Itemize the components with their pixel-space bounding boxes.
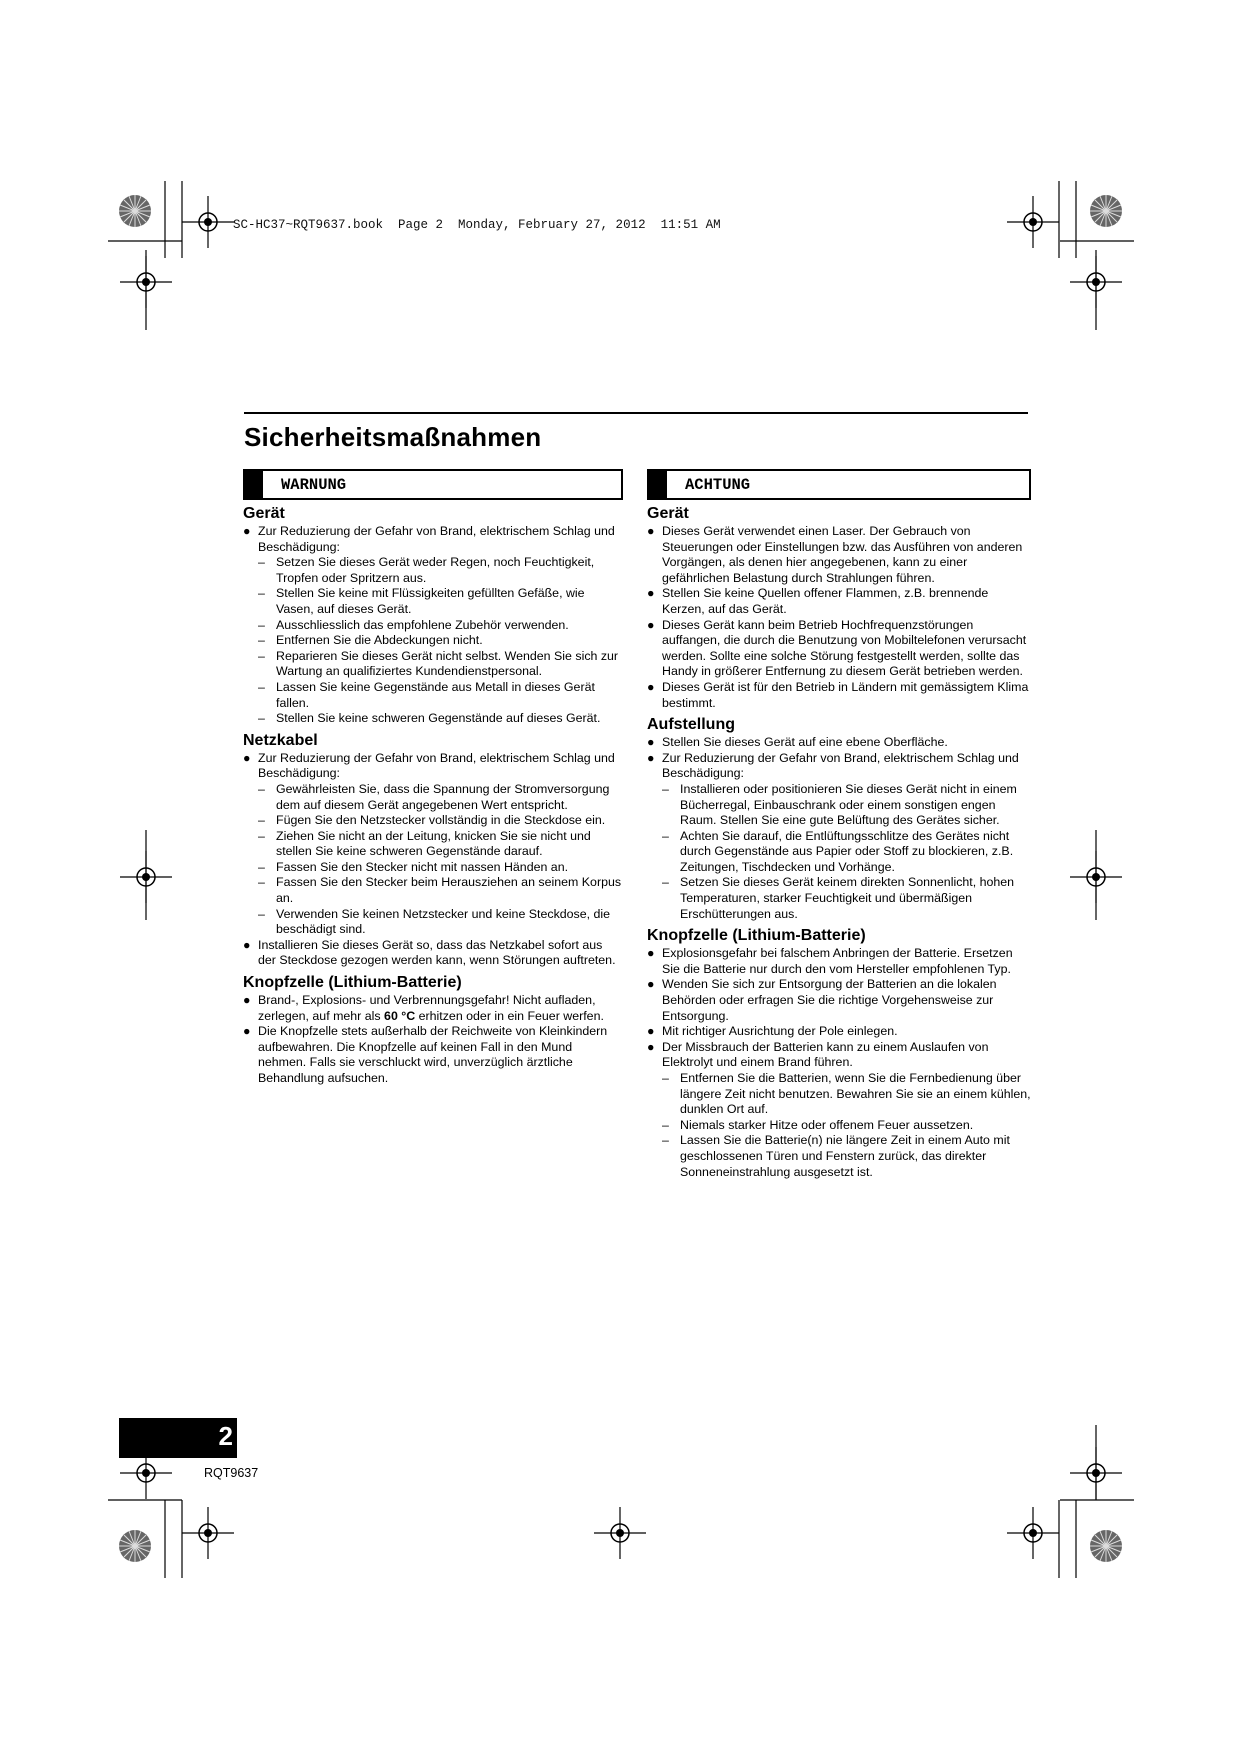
section-heading: Knopfzelle (Lithium-Batterie)	[243, 974, 462, 992]
dash-icon: –	[258, 555, 265, 570]
dash-item	[258, 633, 623, 649]
bullet-text: Zur Reduzierung der Gefahr von Brand, elektrischem Schlag und Beschädigung:	[662, 750, 1019, 781]
caution-header-box	[647, 469, 1031, 500]
dash-item	[258, 586, 623, 617]
dash-text: Stellen Sie keine mit Flüssigkeiten gefüllten Gefäße, wie Vasen, auf dieses Gerät.	[276, 586, 585, 616]
bullet-text: Wenden Sie sich zur Entsorgung der Batterien an die lokalen Behörden oder erfragen Sie die richtige Vorgehensweise zur Entsorgung.	[662, 977, 997, 1023]
document-code: RQT9637	[204, 1466, 259, 1480]
dash-list	[662, 782, 1031, 922]
dash-text: Fassen Sie den Stecker beim Herausziehen an seinem Korpus an.	[276, 875, 622, 906]
bullet-text: Dieses Gerät verwendet einen Laser. Der Gebrauch von Steuerungen oder Einstellungen bzw. das Ausführen von anderen Vorgängen, als denen hier angegebenen, kann zu einer gefährlichen Belastung durch Strahlungen führen.	[662, 524, 1023, 585]
bullet-text: Der Missbrauch der Batterien kann zu einem Auslaufen von Elektrolyt und einem Brand führen.	[662, 1039, 989, 1070]
bullet-icon: ●	[647, 1024, 655, 1039]
dash-item	[662, 875, 1031, 922]
bullet-icon: ●	[647, 946, 655, 961]
book-info-header: SC-HC37~RQT9637.book Page 2 Monday, February 27, 2012 11:51 AM	[233, 218, 721, 232]
bullet-item	[647, 524, 1031, 586]
dash-icon: –	[258, 648, 265, 663]
bullet-text: Installieren Sie dieses Gerät so, dass das Netzkabel sofort aus der Steckdose gezogen werden kann, wenn Störungen auftreten.	[258, 937, 616, 968]
dash-icon: –	[258, 859, 265, 874]
dash-item	[258, 782, 623, 813]
dash-icon: –	[258, 633, 265, 648]
dash-text: Gewährleisten Sie, dass die Spannung der Stromversorgung dem auf diesem Gerät angegebenen Wert entspricht.	[276, 781, 610, 812]
dash-icon: –	[258, 906, 265, 921]
dash-icon: –	[258, 813, 265, 828]
dash-text: Niemals starker Hitze oder offenem Feuer aussetzen.	[680, 1117, 974, 1132]
bullet-item	[243, 524, 623, 727]
dash-text: Ziehen Sie nicht an der Leitung, knicken Sie sie nicht und stellen Sie keine schweren Gegenstände darauf.	[276, 828, 591, 859]
bullet-item	[243, 1024, 623, 1086]
dash-icon: –	[258, 711, 265, 726]
bullet-text: Zur Reduzierung der Gefahr von Brand, elektrischem Schlag und Beschädigung:	[258, 750, 615, 781]
bullet-item	[647, 1040, 1031, 1180]
bullet-text: Brand-, Explosions- und Verbrennungsgefahr! Nicht aufladen, zerlegen, auf mehr als	[258, 993, 596, 1023]
dash-icon: –	[258, 679, 265, 694]
section-heading: Netzkabel	[243, 731, 318, 749]
dash-text: Reparieren Sie dieses Gerät nicht selbst. Wenden Sie sich zur Wartung an qualifiziertes Kundendienstpersonal.	[276, 648, 619, 679]
bullet-item	[647, 1024, 1031, 1040]
bullet-text: Dieses Gerät kann beim Betrieb Hochfrequenzstörungen auffangen, die durch die Benutzung von Mobiltelefonen verursacht werden. Sollte eine solche Störung festgestellt werden, sollte das Handy in größerer Entfernung zu diesem Gerät betrieben werden.	[662, 617, 1027, 679]
bullet-list	[243, 524, 623, 727]
dash-item	[258, 680, 623, 711]
bullet-item	[243, 993, 623, 1024]
bullet-item	[647, 977, 1031, 1024]
dash-icon: –	[258, 617, 265, 632]
bullet-icon: ●	[243, 1024, 251, 1039]
dash-item	[258, 907, 623, 938]
dash-text: Installieren oder positionieren Sie dieses Gerät nicht in einem Bücherregal, Einbauschrank oder einem sonstigen engen Raum. Stellen Sie eine gute Belüftung des Gerätes sicher.	[680, 781, 1017, 828]
bullet-list	[647, 946, 1031, 1180]
page-number: 2	[218, 1421, 233, 1451]
dash-text: Verwenden Sie keinen Netzstecker und keine Steckdose, die beschädigt sind.	[276, 906, 611, 937]
dash-text: Setzen Sie dieses Gerät weder Regen, noch Feuchtigkeit, Tropfen oder Spritzern aus.	[276, 555, 595, 585]
header-block-marker	[649, 471, 667, 498]
dash-text: Achten Sie darauf, die Entlüftungsschlitze des Gerätes nicht durch Gegenstände aus Papier oder Stoff zu blockieren, z.B. Zeitungen, Tischdecken und Vorhänge.	[680, 828, 1014, 874]
bullet-icon: ●	[243, 993, 251, 1008]
dash-list	[258, 782, 623, 938]
dash-icon: –	[662, 828, 669, 843]
bullet-icon: ●	[243, 524, 251, 538]
dash-item	[662, 782, 1031, 829]
dash-text: Fassen Sie den Stecker nicht mit nassen Händen an.	[276, 859, 569, 874]
dash-item	[662, 1118, 1031, 1134]
bullet-list	[243, 993, 623, 1087]
dash-text: Entfernen Sie die Batterien, wenn Sie die Fernbedienung über längere Zeit nicht benutzen. Bewahren Sie sie an einem kühlen, dunklen Ort auf.	[680, 1071, 1031, 1117]
bullet-item	[647, 618, 1031, 680]
dash-item	[258, 813, 623, 829]
dash-text: Ausschliesslich das empfohlene Zubehör verwenden.	[276, 617, 569, 632]
dash-text: Lassen Sie die Batterie(n) nie längere Zeit in einem Auto mit geschlossenen Türen und Fenstern zurück, das direkter Sonneneinstrahlung ausgesetzt ist.	[680, 1133, 1010, 1179]
bullet-icon: ●	[647, 617, 655, 632]
dash-text: Setzen Sie dieses Gerät keinem direkten Sonnenlicht, hohen Temperaturen, starker Feuchtigkeit und übermäßigen Erschütterungen aus.	[680, 875, 1015, 921]
bullet-icon: ●	[243, 750, 251, 765]
bullet-icon: ●	[647, 750, 655, 765]
bullet-text: Mit richtiger Ausrichtung der Pole einlegen.	[662, 1024, 898, 1039]
temperature-value: 60 °C	[384, 1008, 416, 1023]
dash-item	[258, 711, 623, 727]
dash-item	[258, 618, 623, 634]
dash-item	[662, 829, 1031, 876]
dash-icon: –	[662, 1071, 669, 1085]
dash-text: Fügen Sie den Netzstecker vollständig in die Steckdose ein.	[276, 813, 606, 828]
dash-text: Entfernen Sie die Abdeckungen nicht.	[276, 633, 483, 648]
bullet-item	[243, 938, 623, 969]
bullet-icon: ●	[647, 1039, 655, 1054]
dash-item	[258, 555, 623, 586]
dash-item	[258, 649, 623, 680]
title-rule	[244, 412, 1028, 414]
section-heading: Gerät	[243, 505, 285, 522]
bullet-icon: ●	[243, 937, 251, 952]
dash-icon: –	[258, 875, 265, 890]
bullet-list	[647, 735, 1031, 922]
bullet-text: Zur Reduzierung der Gefahr von Brand, elektrischem Schlag und Beschädigung:	[258, 524, 615, 554]
dash-icon: –	[662, 1133, 669, 1148]
bullet-item	[647, 586, 1031, 617]
bullet-list	[647, 524, 1031, 711]
bullet-list	[243, 751, 623, 969]
section-heading: Gerät	[647, 505, 689, 522]
dash-item	[662, 1133, 1031, 1180]
bullet-icon: ●	[647, 524, 655, 538]
dash-item	[258, 860, 623, 876]
warning-header-box	[243, 469, 623, 500]
dash-item	[258, 875, 623, 906]
dash-icon: –	[258, 781, 265, 796]
bullet-text-continued: erhitzen oder in ein Feuer werfen.	[415, 1008, 604, 1023]
caution-column	[647, 469, 1031, 1180]
dash-text: Stellen Sie keine schweren Gegenstände auf dieses Gerät.	[276, 711, 601, 726]
warning-column	[243, 469, 623, 1087]
dash-item	[258, 829, 623, 860]
section-heading: Knopfzelle (Lithium-Batterie)	[647, 927, 866, 945]
dash-list	[258, 555, 623, 727]
dash-text: Lassen Sie keine Gegenstände aus Metall in dieses Gerät fallen.	[276, 679, 595, 710]
page-title: Sicherheitsmaßnahmen	[244, 422, 542, 452]
bullet-text: Stellen Sie keine Quellen offener Flammen, z.B. brennende Kerzen, auf das Gerät.	[662, 586, 989, 616]
bullet-icon: ●	[647, 679, 655, 694]
dash-icon: –	[258, 828, 265, 843]
dash-icon: –	[258, 586, 265, 601]
section-heading: Aufstellung	[647, 716, 735, 734]
bullet-text: Die Knopfzelle stets außerhalb der Reichweite von Kleinkindern aufbewahren. Die Knopfzelle auf keinen Fall in den Mund nehmen. Falls sie verschluckt wird, unverzüglich ärztliche Behandlung aufsuchen.	[258, 1024, 608, 1085]
header-box-label: WARNUNG	[281, 476, 347, 494]
bullet-icon: ●	[647, 586, 655, 601]
dash-item	[662, 1071, 1031, 1118]
dash-icon: –	[662, 1117, 669, 1132]
bullet-icon: ●	[647, 977, 655, 992]
bullet-text: Stellen Sie dieses Gerät auf eine ebene Oberfläche.	[662, 735, 948, 750]
bullet-text: Dieses Gerät ist für den Betrieb in Ländern mit gemässigtem Klima bestimmt.	[662, 679, 1029, 710]
bullet-item	[647, 751, 1031, 923]
dash-icon: –	[662, 781, 669, 796]
bullet-item	[647, 735, 1031, 751]
bullet-item	[243, 751, 623, 938]
page-number-tab	[119, 1418, 237, 1458]
bullet-icon: ●	[647, 735, 655, 750]
dash-icon: –	[662, 875, 669, 890]
header-block-marker	[245, 471, 263, 498]
dash-list	[662, 1071, 1031, 1180]
bullet-item	[647, 680, 1031, 711]
bullet-text: Explosionsgefahr bei falschem Anbringen der Batterie. Ersetzen Sie die Batterie nur durch den vom Hersteller empfohlenen Typ.	[662, 946, 1013, 976]
bullet-item	[647, 946, 1031, 977]
header-box-label: ACHTUNG	[685, 476, 751, 494]
